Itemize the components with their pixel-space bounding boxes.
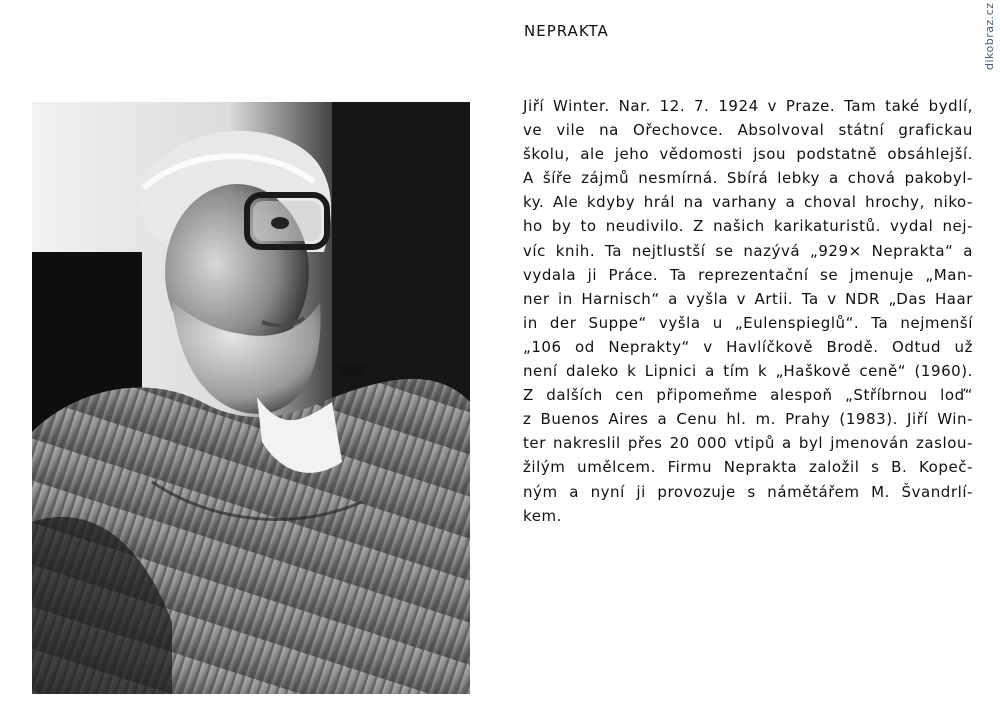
bio-line: ner in Harnisch“ a vyšla v Artii. Ta v NDR „Das Haar: [523, 289, 973, 308]
bio-line: žilým umělcem. Firmu Neprakta založil s B. Kopeč-: [523, 458, 973, 477]
biography-text: [523, 94, 973, 528]
bio-line: školu, ale jeho vědomosti jsou podstatně obsáhlejší.: [523, 145, 973, 164]
bio-line: víc knih. Ta nejtlustší se nazývá „929× Neprakta“ a: [523, 241, 973, 260]
portrait-illustration: [32, 102, 470, 694]
bio-line: Jiří Winter. Nar. 12. 7. 1924 v Praze. Tam také bydlí,: [523, 97, 973, 115]
bio-line: ter nakreslil přes 20 000 vtipů a byl jmenován zaslou-: [523, 434, 973, 453]
bio-line: Z dalších cen připomeňme alespoň „Stříbrnou loď“: [523, 386, 973, 405]
bio-line: kem.: [523, 506, 562, 525]
bio-line: ho by to neudivilo. Z našich karikaturistů. vydal nej-: [523, 217, 973, 236]
bio-line: „106 od Neprakty“ v Havlíčkově Brodě. Odtud už: [523, 337, 973, 356]
bio-line: in der Suppe“ vyšla u „Eulenspieglů“. Ta nejmenší: [523, 313, 973, 332]
bio-line: není daleko k Lipnici a tím k „Haškově ceně“ (1960).: [523, 362, 973, 381]
bio-line: A šíře zájmů nesmírná. Sbírá lebky a chová pakobyl-: [523, 169, 973, 188]
bio-line: ve vile na Ořechovce. Absolvoval státní grafickau: [523, 121, 973, 140]
bio-line: ky. Ale kdyby hrál na varhany a choval hrochy, niko-: [523, 193, 973, 212]
page-title: NEPRAKTA: [524, 22, 609, 40]
bio-line: z Buenos Aires a Cenu hl. m. Prahy (1983). Jiří Win-: [523, 410, 973, 429]
bio-line: ným a nyní ji provozuje s námětářem M. Švandrlí-: [523, 482, 973, 501]
watermark: dikobraz.cz: [983, 2, 996, 70]
portrait-photo: [32, 102, 470, 694]
bio-line: vydala ji Práce. Ta reprezentační se jmenuje „Man-: [523, 265, 973, 284]
